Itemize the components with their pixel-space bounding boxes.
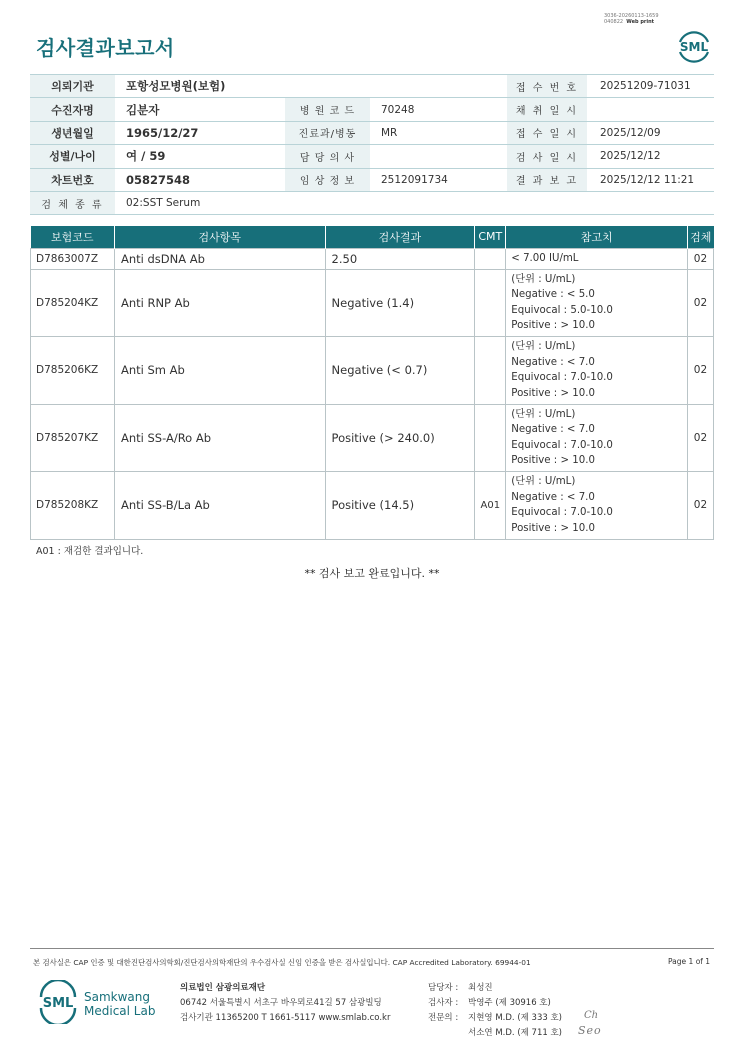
test-name: Anti RNP Ab (114, 269, 325, 337)
organization-name: 의료법인 삼광의료재단 (180, 983, 266, 993)
print-meta-code (604, 13, 704, 25)
reference-line: Negative : < 7.0 (511, 356, 595, 368)
info-label: 담 당 의 사 (285, 145, 370, 168)
column-header: 참고치 (506, 226, 688, 248)
reference-line: Positive : > 10.0 (511, 320, 595, 332)
specimen-label: 검 체 종 류 (30, 191, 115, 214)
staff-label: 담당자 : (428, 983, 459, 993)
reference-line: (단위 : U/mL) (511, 341, 576, 353)
staff-row (428, 1026, 562, 1041)
info-value (370, 75, 507, 98)
certification-note: 본 검사실은 CAP 인증 및 대한진단검사의학회/진단검사의학재단의 우수검사실 신임 인증을 받은 검사실입니다. CAP Accredited Laboratory. 69944-01 (33, 958, 531, 967)
test-name: Anti dsDNA Ab (114, 248, 325, 269)
insurance-code: D7863007Z (31, 248, 115, 269)
specimen-value: 02:SST Serum (115, 191, 714, 214)
staff-value: 최성진 (468, 983, 493, 993)
insurance-code: D785208KZ (31, 472, 115, 540)
specimen-code: 02 (687, 337, 713, 405)
reference-line: Negative : < 7.0 (511, 491, 595, 503)
page-number: Page 1 of 1 (668, 957, 711, 966)
test-result: Negative (1.4) (325, 269, 475, 337)
patient-info-row (30, 145, 714, 168)
reference-range (506, 337, 688, 405)
staff-value: 지현영 M.D. (제 333 호) (468, 1013, 563, 1023)
reference-line: (단위 : U/mL) (511, 273, 576, 285)
samkwang-logo-text: SML (42, 996, 74, 1011)
brand-line2: Medical Lab (84, 1004, 156, 1018)
patient-info-row (30, 75, 714, 98)
reference-line: Negative : < 5.0 (511, 289, 595, 301)
column-header: 검사결과 (325, 226, 475, 248)
staff-row (428, 1011, 562, 1026)
info-label: 생년월일 (30, 121, 115, 144)
column-header: 검사항목 (114, 226, 325, 248)
web-print-label: Web print (626, 19, 655, 25)
patient-info-row (30, 98, 714, 121)
organization-contact: 검사기관 11365200 T 1661-5117 www.smlab.co.kr (180, 1013, 391, 1023)
footer-divider (30, 948, 714, 949)
reference-line: Equivocal : 5.0-10.0 (511, 304, 613, 316)
info-label: 성별/나이 (30, 145, 115, 168)
info-value: 2025/12/12 (587, 145, 714, 168)
staff-row (428, 981, 562, 996)
column-header: 보험코드 (31, 226, 115, 248)
info-value (370, 145, 507, 168)
info-value: 2025/12/09 (587, 121, 714, 144)
result-row (31, 337, 714, 405)
staff-row (428, 996, 562, 1011)
reference-line: Positive : > 10.0 (511, 387, 595, 399)
staff-info (428, 981, 562, 1041)
reference-line: Positive : > 10.0 (511, 455, 595, 467)
organization-address: 06742 서울특별시 서초구 바우뫼로41길 57 삼광빌딩 (180, 998, 382, 1008)
info-value: 70248 (370, 98, 507, 121)
reference-line: Positive : > 10.0 (511, 522, 595, 534)
test-result: Positive (14.5) (325, 472, 475, 540)
comment-code (475, 269, 506, 337)
comment-code (475, 404, 506, 472)
specimen-code: 02 (687, 472, 713, 540)
reference-range (506, 472, 688, 540)
specimen-code: 02 (687, 404, 713, 472)
report-title: 검사결과보고서 (36, 36, 175, 60)
comment-code (475, 337, 506, 405)
result-row (31, 404, 714, 472)
test-result: 2.50 (325, 248, 475, 269)
organization-info (180, 981, 390, 1026)
reference-line: Negative : < 7.0 (511, 424, 595, 436)
info-label: 의뢰기관 (30, 75, 115, 98)
footnote: A01 : 재검한 결과입니다. (36, 546, 144, 557)
results-table (30, 226, 714, 540)
info-value: MR (370, 121, 507, 144)
info-value: 여 / 59 (115, 145, 285, 168)
sml-logo-text: SML (679, 40, 709, 54)
patient-info-row (30, 121, 714, 144)
report-complete-note: ** 검사 보고 완료입니다. ** (304, 567, 440, 580)
reference-line: < 7.00 IU/mL (511, 252, 579, 264)
info-value: 05827548 (115, 168, 285, 191)
reference-range (506, 269, 688, 337)
reference-line: Equivocal : 7.0-10.0 (511, 372, 613, 384)
reference-range (506, 404, 688, 472)
reference-line: Equivocal : 7.0-10.0 (511, 439, 613, 451)
sml-logo-icon (674, 26, 714, 66)
reference-line: (단위 : U/mL) (511, 476, 576, 488)
result-row (31, 269, 714, 337)
signature-2: Seo (578, 1024, 602, 1037)
info-value (587, 98, 714, 121)
info-value: 김분자 (115, 98, 285, 121)
info-label: 수진자명 (30, 98, 115, 121)
brand-line1: Samkwang (84, 990, 150, 1004)
info-value: 2512091734 (370, 168, 507, 191)
info-label (285, 75, 370, 98)
staff-value: 서소연 M.D. (제 711 호) (468, 1028, 563, 1038)
info-label: 접 수 일 시 (507, 121, 587, 144)
info-label: 채 취 일 시 (507, 98, 587, 121)
insurance-code: D785204KZ (31, 269, 115, 337)
reference-range (506, 248, 688, 269)
print-meta-line2: 040822 (604, 19, 624, 25)
info-label: 진료과/병동 (285, 121, 370, 144)
test-name: Anti Sm Ab (114, 337, 325, 405)
info-label: 검 사 일 시 (507, 145, 587, 168)
staff-label: 전문의 : (428, 1013, 459, 1023)
result-row (31, 248, 714, 269)
info-label: 차트번호 (30, 168, 115, 191)
info-label: 임 상 정 보 (285, 168, 370, 191)
info-value: 20251209-71031 (587, 75, 714, 98)
patient-info-table (30, 74, 714, 215)
result-row (31, 472, 714, 540)
specimen-row (30, 191, 714, 214)
info-value: 1965/12/27 (115, 121, 285, 144)
print-meta-line1: 3036-20260113-1659 (604, 13, 659, 19)
samkwang-logo-icon (36, 980, 80, 1024)
patient-info-row (30, 168, 714, 191)
column-header: CMT (475, 226, 506, 248)
insurance-code: D785206KZ (31, 337, 115, 405)
comment-code: A01 (475, 472, 506, 540)
comment-code (475, 248, 506, 269)
info-label: 병 원 코 드 (285, 98, 370, 121)
staff-value: 박영주 (제 30916 호) (468, 998, 551, 1008)
reference-line: Equivocal : 7.0-10.0 (511, 507, 613, 519)
specimen-code: 02 (687, 269, 713, 337)
info-label: 접 수 번 호 (507, 75, 587, 98)
signature-1: Ch (584, 1010, 599, 1021)
info-value: 2025/12/12 11:21 (587, 168, 714, 191)
info-label: 결 과 보 고 (507, 168, 587, 191)
info-value: 포항성모병원(보험) (115, 75, 285, 98)
specimen-code: 02 (687, 248, 713, 269)
reference-line: (단위 : U/mL) (511, 408, 576, 420)
staff-label: 검사자 : (428, 998, 459, 1008)
test-name: Anti SS-A/Ro Ab (114, 404, 325, 472)
test-result: Negative (< 0.7) (325, 337, 475, 405)
column-header: 검체 (687, 226, 713, 248)
brand-name (84, 990, 155, 1018)
insurance-code: D785207KZ (31, 404, 115, 472)
test-result: Positive (> 240.0) (325, 404, 475, 472)
test-name: Anti SS-B/La Ab (114, 472, 325, 540)
